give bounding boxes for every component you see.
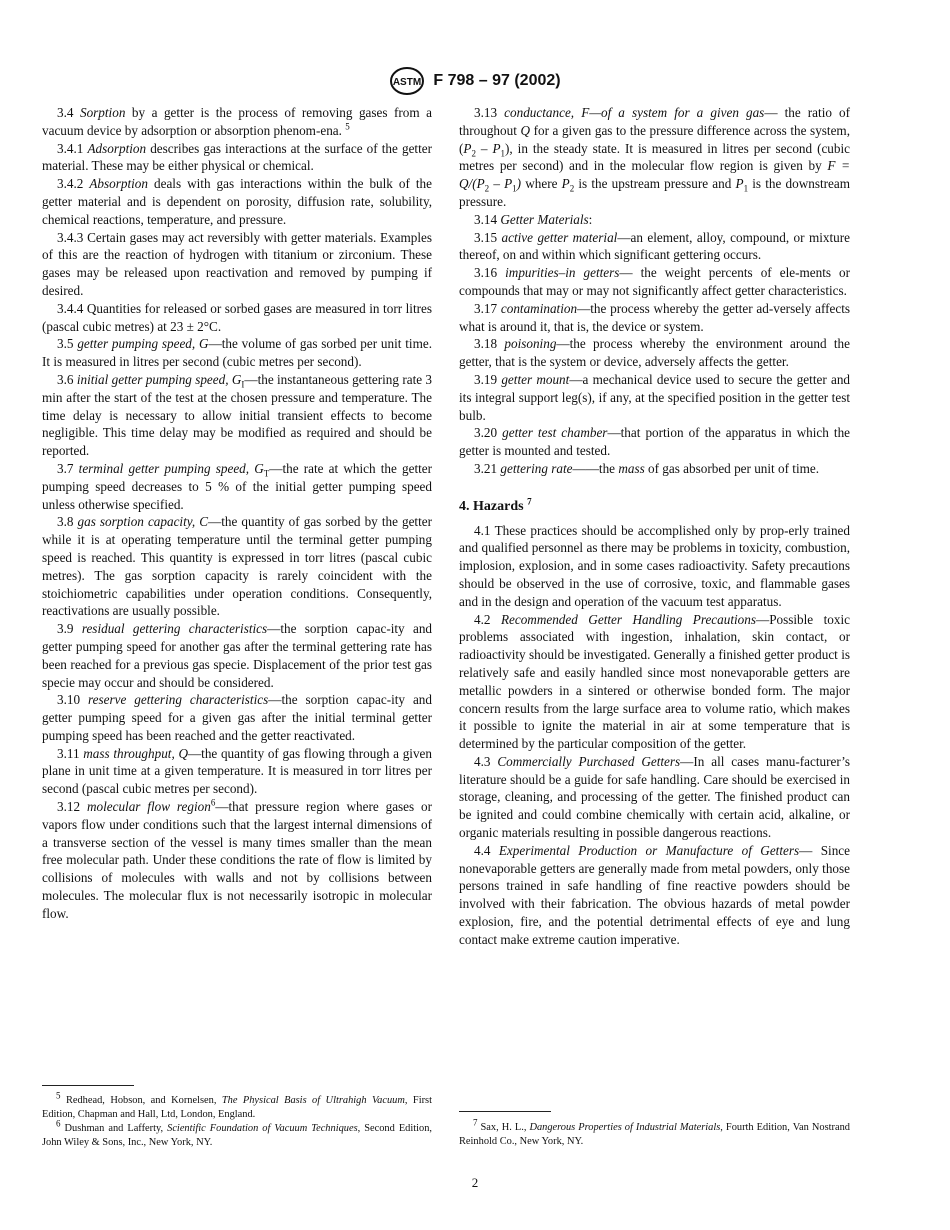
- para-3-18: 3.18 poisoning—the process whereby the environment around the getter, that is the system or device, adversely affects the getter.: [459, 336, 851, 370]
- footnote-6: $^6$ Dushman and Lafferty, Scientific Foundation of Vacuum Techniques, Second Edition, John Wiley & Sons, Inc., New York, NY.: [42, 1118, 433, 1148]
- footnotes-right: [459, 1117, 850, 1149]
- page-header: [0, 66, 950, 96]
- footnote-ref: 5: [345, 121, 350, 132]
- para-3-15: 3.15 active getter material—an element, alloy, compound, or mixture thereof, on and within which significant gettering occurs.: [459, 229, 851, 263]
- para-3-4-3: 3.4.3 Certain gases may act reversibly with getter materials. Examples of this are the reaction of hydrogen with titanium or zirconium. These gases may be released upon reactivation and removed by pumping if desired.: [42, 229, 432, 298]
- para-3-14: 3.14 Getter Materials:: [474, 211, 593, 227]
- para-3-12: 3.12 molecular flow region$^6$—that pressure region where gases or vapors flow under conditions such that the largest internal dimensions of a transverse section of the vessel is many times smaller than the mean free molecular path. Under these conditions the rate of flow is limited by collisions of molecules with walls and not by collisions between molecules. The molecular flux is not necessarily isotropic in molecular flow.: [42, 797, 433, 921]
- para-4-4: 4.4 Experimental Production or Manufacture of Getters— Since nonevaporable getters are generally made from metal powders, only those persons trained in safe handling of fine reactive powders should be involved with their fabrication. The obvious hazards of metal powder explosion, fire, and the potential detrimental effects of eye and lung contact make extreme caution imperative.: [459, 842, 850, 947]
- para-3-11: 3.11 mass throughput, Q—the quantity of gas flowing through a given plane in unit time at a given temperature. It is measured in torr litres per second (pascal cubic metres per second).: [42, 745, 432, 797]
- para-3-4: 3.4 Sorption by a getter is the process of removing gases from a vacuum device by adsorption or absorption phenom-ena. $^5$: [42, 105, 432, 138]
- footnotes-left: [42, 1090, 433, 1150]
- para-4-1: 4.1 These practices should be accomplished only by prop-erly trained and qualified personnel as there may be problems in toxicity, combustion, implosion, explosion, and in some cases radioactivity. Safety precautions should be observed in the use of corrosive, toxic, and flammable gases and in the design and operation of the vacuum test apparatus.: [459, 522, 850, 609]
- para-3-4-4: 3.4.4 Quantities for released or sorbed gases are measured in torr litres (pascal cubic metres) at 23 ± 2°C.: [42, 300, 432, 334]
- right-column: [459, 104, 850, 949]
- para-4-2: 4.2 Recommended Getter Handling Precautions—Possible toxic problems associated with ingestion, inhalation, skin contact, or radioactivity should be investigated. Generally a finished getter product is relatively safe and easily handled since most nonevaporable getters are metallic powders in a sintered or otherwise bonded form. The major concern results from the large surface area to volume ratio, which makes it possible to ignite the material in air at some temperature that is determined by the particular composition of the getter.: [459, 611, 850, 752]
- footnote-5: $^5$ Redhead, Hobson, and Kornelsen, The Physical Basis of Ultrahigh Vacuum, First Edition, Chapman and Hall, Ltd, London, England.: [42, 1090, 432, 1120]
- para-3-5: 3.5 getter pumping speed, G—the volume of gas sorbed per unit time. It is measured in litres per second (cubic metres per second).: [42, 336, 433, 370]
- para-3-10: 3.10 reserve gettering characteristics—the sorption capac-ity and getter pumping speed for a given gas after the initial terminal getter pumping speed has been reached and the getter reactivated.: [42, 692, 432, 743]
- section-heading-hazards: 4. Hazards $^7$: [459, 496, 532, 514]
- page-number: 2: [471, 1175, 479, 1190]
- para-3-13: 3.13 conductance, F—of a system for a given gas— the ratio of throughout Q for a given gas to the pressure difference across the system, $(P_2 - P_1)$, in the steady state. It is measured in litres per second (cubic metres per second) and in the molecular flow region is given by $F = Q/(P_2 - P_1)$ where $P_2$ is the upstream pressure and $P_1$ is the downstream pressure.: [459, 105, 851, 209]
- astm-logo-icon: [389, 66, 425, 96]
- para-3-19: 3.19 getter mount—a mechanical device used to secure the getter and its integral support leg(s), if any, at the specified position in the getter test bulb.: [459, 371, 851, 423]
- logo-text: ASTM: [393, 77, 422, 88]
- para-3-6: 3.6 initial getter pumping speed, $G_I—the$ instantaneous gettering rate 3 min after the start of the test at the chosen pressure and temperature. The time delay is necessary to allow initial transient effects to become negligible. This time delay may be modified as required and should be reported.: [42, 371, 432, 459]
- para-3-20: 3.20 getter test chamber—that portion of the apparatus in which the getter is mounted and tested.: [459, 425, 851, 459]
- para-3-16: 3.16 impurities–in getters— the weight percents of ele-ments or compounds that may or may not significantly affect getter characteristics.: [459, 265, 851, 298]
- para-3-17: 3.17 contamination—the process whereby the getter ad-versely affects what is around it, that is, the device or system.: [459, 300, 851, 334]
- para-3-7: 3.7 terminal getter pumping speed, $G_T—the$ rate at which the getter pumping speed decreases to 5 % of the initial getter pumping speed unless otherwise specified.: [42, 460, 433, 512]
- para-4-3: 4.3 Commercially Purchased Getters—In all cases manu-facturer’s literature should be a guide for safe handling. Care should be exercised in storage, cleaning, and processing of the getter. The finished product can be ignited and could combine chemically with certain acid, alkaline, or organic materials resulting in possible dangerous reactions.: [459, 753, 850, 841]
- para-3-4-1: 3.4.1 Adsorption describes gas interactions at the surface of the getter material. These may be either physical or chemical.: [42, 140, 433, 174]
- para-3-8: 3.8 gas sorption capacity, C—the quantity of gas sorbed by the getter while it is at operating temperature until the terminal getter pumping speed is reached. This quantity is expressed in torr litres (pascal cubic metres). The gas sorption capacity is rarely coincident with the stoichiometric capabilities under operation conditions. Consequently, reactivations are usually possible.: [42, 514, 433, 619]
- footnote-ref: 6: [210, 797, 216, 808]
- para-3-9: 3.9 residual gettering characteristics—the sorption capac-ity and getter pumping speed for another gas after the terminal gettering rate has been reached for a previous gas specie. Displacement of the prior test gas specie may occur and should be considered.: [42, 621, 433, 690]
- footnote-7: $^7$ Sax, H. L., Dangerous Properties of Industrial Materials, Fourth Edition, Van Nostrand Reinhold Co., New York, NY.: [459, 1117, 850, 1147]
- para-3-21: 3.21 gettering rate——the mass of gas absorbed per unit of time.: [474, 460, 820, 476]
- para-3-4-2: 3.4.2 Absorption deals with gas interactions within the bulk of the getter material and is dependent on porosity, diffusion rate, solubility, chemical reactions, temperature, and pressure.: [42, 176, 432, 227]
- footnote-rule: [459, 1111, 551, 1112]
- footnote-rule: [42, 1085, 134, 1086]
- left-column: [42, 104, 432, 923]
- designation: F 798 – 97 (2002): [433, 72, 561, 89]
- footnote-ref: 7: [527, 496, 532, 507]
